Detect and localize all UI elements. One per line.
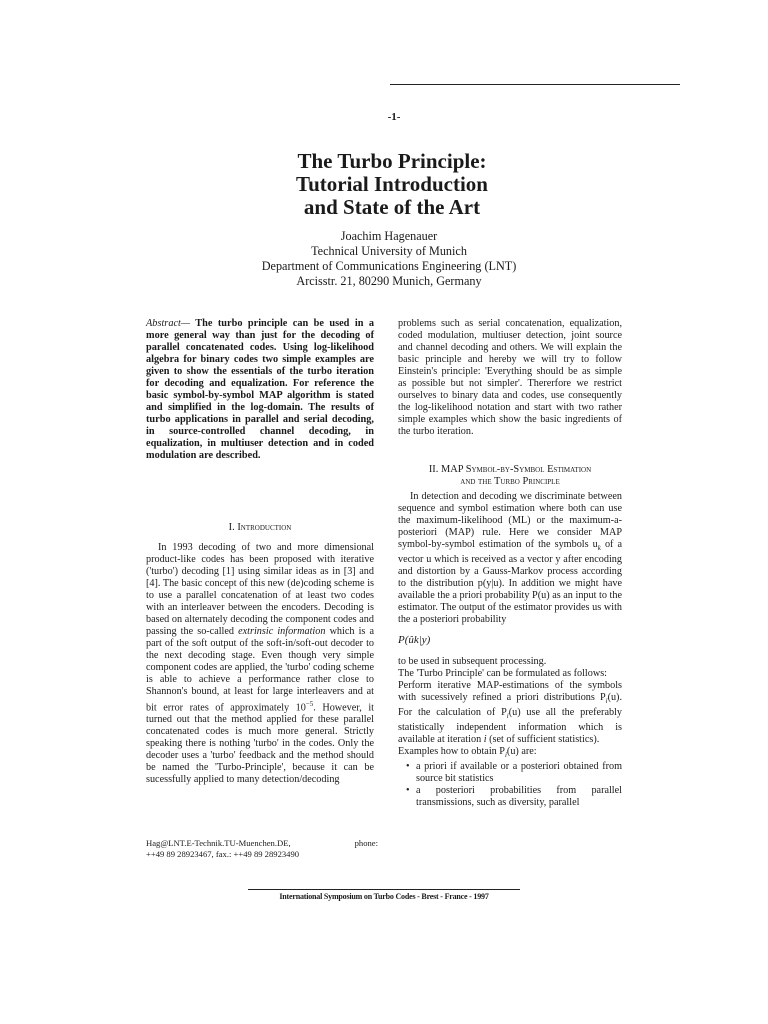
email: Hag@LNT.E-Technik.TU-Muenchen.DE, — [146, 838, 291, 848]
right-paragraph-1: problems such as serial concatenation, equalization, coded modulation, multiuser detection, joint source and channel decoding and others. We will explain the basic principle and hereby we will try to follow Einstein's principle: 'Everything should be as simple as possible but not simpler'. Thererfore we restrict ourselves to binary data and codes, use consequently the log-likelihood notation and start with two rather simple examples which show the basic ingredients of the turbo iteration. — [398, 318, 622, 437]
extrinsic-information-term: extrinsic information — [238, 626, 326, 637]
conference-footer: International Symposium on Turbo Codes - Brest - France - 1997 — [279, 892, 489, 901]
right-paragraph-6: Examples how to obtain $P_i(u)$ are: — [398, 746, 537, 760]
right-paragraph-3: to be used in subsequent processing. — [398, 656, 547, 668]
intro-paragraph: In 1993 decoding of two and more dimensional product-like codes has been proposed with iterative ('turbo') decoding [1] using similar ideas as in [3] and [4]. The basic concept of this new (de)coding scheme is to use a parallel concatenation of at least two codes with an interleaver between the encoders. Decoding is based on alternately decoding the component codes and passing the so-called extrinsic information which is a part of the soft output of the soft-in/soft-out decoder to the next decoding stage. Even though very simple component codes are applied, the 'turbo' coding scheme is able to achieve a performance rather close to Shannon's bound, at least for large interleavers and at bit error rates of approximately $10^{-5}$. However, it turned out that the method applied for these parallel concatenated codes is much more general. Strictly speaking there is nothing 'turbo' in the codes. Only the decoder uses a 'turbo' feedback and the method should be named the 'Turbo-Principle', because it can be sucessfully applied to many detection/decoding — [146, 542, 375, 786]
paper-title — [0, 150, 768, 219]
right-paragraph-2: In detection and decoding we discriminate between sequence and symbol estimation where both can use the maximum-likelihood (ML) or the maximum-a-posteriori (MAP) rule. Here we consider MAP symbol-by-symbol estimation of the symbols $u_k$ of a vector u which is received as a vector y after encoding and distortion by a Gauss-Markov process according to the distribution p(y|u). In addition we might have available the a priori probability P(u) as an input to the estimator. The output of the estimator provides us with the a posteriori probability — [398, 491, 623, 626]
right-column — [398, 318, 622, 809]
affiliation-1: Technical University of Munich — [311, 244, 467, 258]
section-2-heading: II. MAP Symbol-by-Symbol Estimation and the Turbo Principle — [428, 464, 592, 487]
title-line-3: and State of the Art — [303, 195, 481, 219]
address: Arcisstr. 21, 80290 Munich, Germany — [296, 274, 482, 288]
phone-label: phone: — [354, 838, 378, 848]
author-block — [0, 229, 768, 289]
section-1-heading: I. Introduction — [228, 522, 292, 533]
author-name: Joachim Hagenauer — [340, 229, 438, 243]
right-paragraph-4: The 'Turbo Principle' can be formulated as follows: — [398, 668, 607, 680]
affiliation-2: Department of Communications Engineering (LNT) — [261, 259, 517, 273]
abstract-text: The turbo principle can be used in a more general way than just for the decoding of parallel concatenated codes. Using log-likelihood algebra for binary codes two simple examples are given to show the essentials of the turbo iteration for decoding and equalization. For reference the basic symbol-by-symbol MAP algorithm is stated and simplified in the log-domain. The results of turbo applications in parallel and serial decoding, in source-controlled channel decoding, in equalization, in multiuser detection and in coded modulation are described. — [146, 318, 374, 461]
title-line-1: The Turbo Principle: — [297, 149, 487, 173]
title-line-2: Tutorial Introduction — [296, 172, 488, 196]
equation-posterior: P(ûk|y) — [398, 634, 431, 647]
section-introduction — [146, 522, 374, 786]
examples-list — [398, 761, 622, 809]
list-item: • a priori if available or a posteriori obtained from source bit statistics — [416, 761, 622, 785]
author-footnote — [146, 838, 378, 860]
phone-fax: ++49 89 28923467, fax.: ++49 89 28923490 — [146, 849, 300, 859]
abstract-label: Abstract— — [146, 318, 191, 329]
page-number: -1- — [387, 111, 401, 123]
right-paragraph-5: Perform iterative MAP-estimations of the symbols with sucessively refined a priori distributions $P_i(u)$. For the calculation of $P_i(u)$ use all the preferably statistically independent information which is available at iteration i (set of sufficient statistics). — [398, 680, 622, 746]
footer-rule — [248, 889, 520, 890]
top-rule — [390, 84, 680, 85]
abstract — [146, 318, 374, 462]
list-item: • a posteriori probabilities from parallel transmissions, such as diversity, parallel — [416, 785, 622, 809]
